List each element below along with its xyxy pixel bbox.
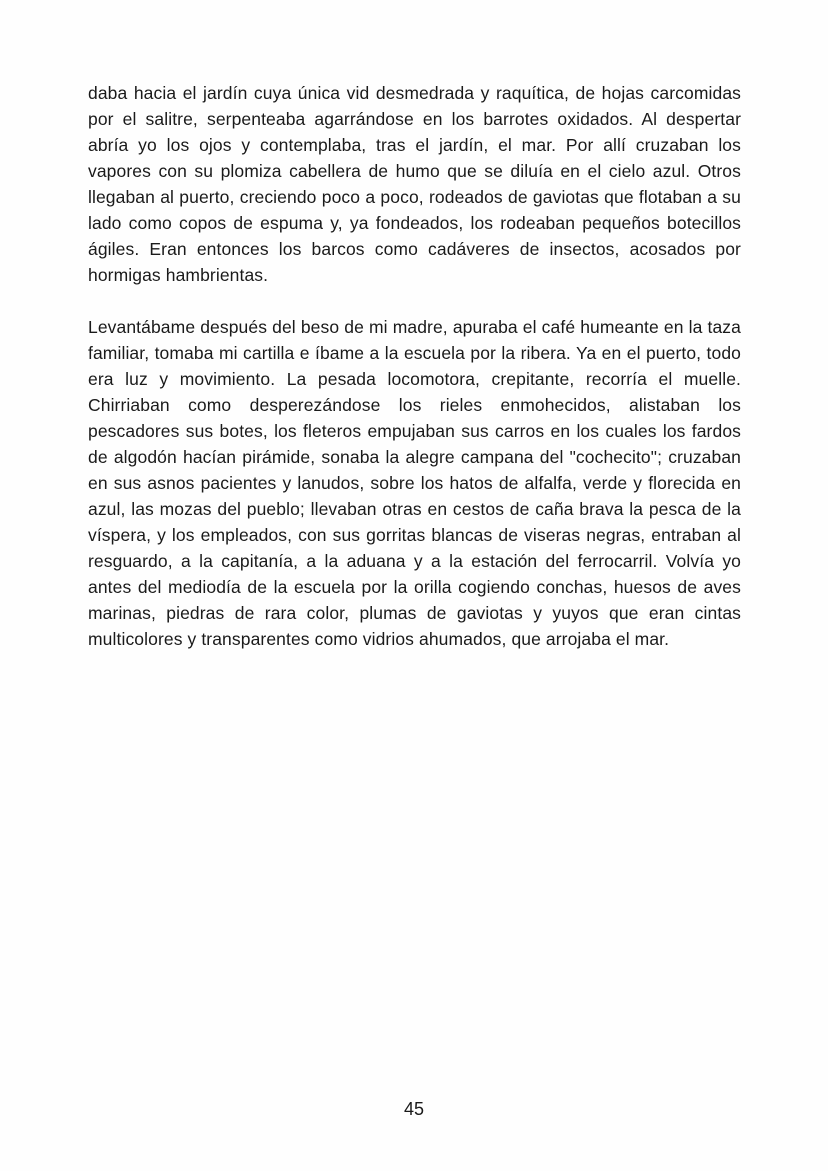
body-paragraph-2: Levantábame después del beso de mi madre, apuraba el café humeante en la taza familiar, tomaba mi cartilla e íbame a la escuela por la ribera. Ya en el puerto, todo era luz y movimiento. La pesada locomotora, crepitante, recorría el muelle. Chirriaban como desperezándose los rieles enmohecidos, alistaban los pescadores sus botes, los fleteros empujaban sus carros en los cuales los fardos de algodón hacían pirámide, sonaba la alegre campana del "cochecito"; cruzaban en sus asnos pacientes y lanudos, sobre los hatos de alfalfa, verde y florecida en azul, las mozas del pueblo; llevaban otras en cestos de caña brava la pesca de la víspera, y los empleados, con sus gorritas blancas de viseras negras, entraban al resguardo, a la capitanía, a la aduana y a la estación del ferrocarril. Volvía yo antes del mediodía de la escuela por la orilla cogiendo conchas, huesos de aves marinas, piedras de rara color, plumas de gaviotas y yuyos que eran cintas multicolores y transparentes como vidrios ahumados, que arrojaba el mar. [88, 317, 741, 649]
body-paragraph-1: daba hacia el jardín cuya única vid desmedrada y raquítica, de hojas carcomidas por el salitre, serpenteaba agarrándose en los barrotes oxidados. Al despertar abría yo los ojos y contemplaba, tras el jardín, el mar. Por allí cruzaban los vapores con su plomiza cabellera de humo que se diluía en el cielo azul. Otros llegaban al puerto, creciendo poco a poco, rodeados de gaviotas que flotaban a su lado como copos de espuma y, ya fondeados, los rodeaban pequeños botecillos ágiles. Eran entonces los barcos como cadáveres de insectos, acosados por hormigas hambrientas. [88, 83, 741, 285]
page-body-text [88, 80, 741, 678]
page-number: 45 [403, 1099, 425, 1119]
